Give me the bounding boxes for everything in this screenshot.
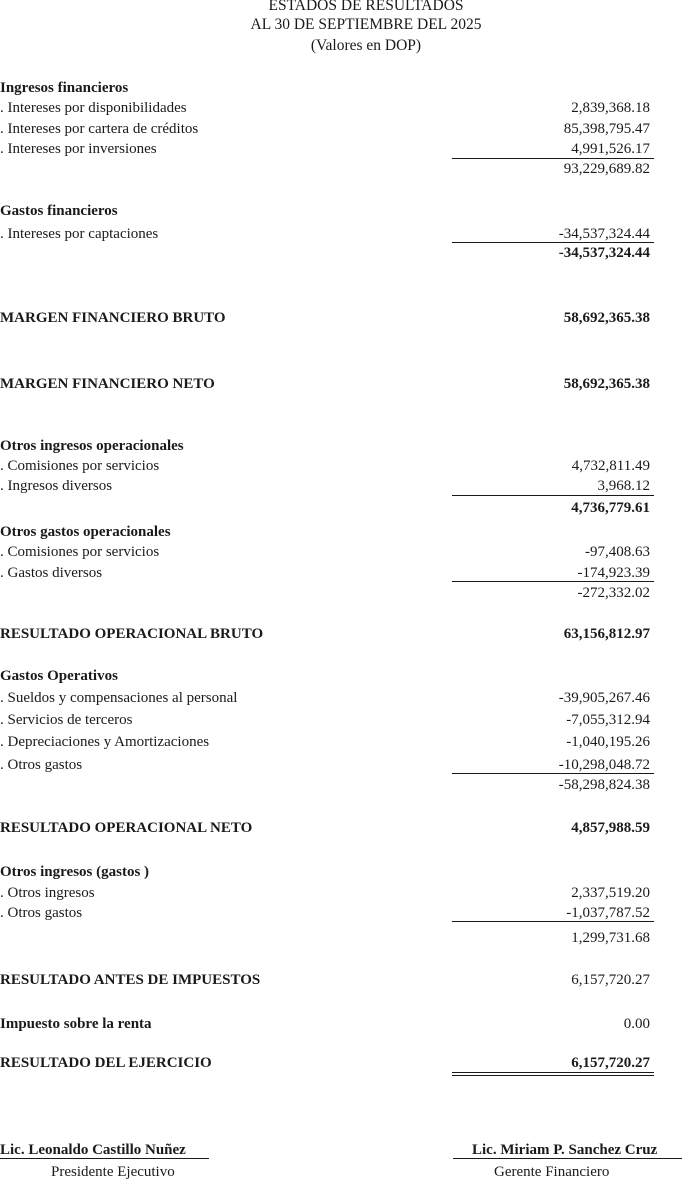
section-heading-otros-ingresos-operacionales: Otros ingresos operacionales (0, 438, 184, 454)
total-double-rule-bottom (452, 1075, 654, 1076)
subtotal-rule (452, 773, 654, 774)
section-heading-otros-gastos-operacionales: Otros gastos operacionales (0, 524, 171, 540)
subtotal-rule (452, 495, 654, 496)
line-item-value: -34,537,324.44 (558, 226, 650, 242)
signature-left-name: Lic. Leonaldo Castillo Nuñez (0, 1142, 186, 1158)
section-heading-gastos-financieros: Gastos financieros (0, 203, 118, 219)
margen-financiero-neto-label: MARGEN FINANCIERO NETO (0, 376, 215, 392)
line-item-label: . Otros gastos (0, 905, 83, 921)
impuesto-renta-label: Impuesto sobre la renta (0, 1016, 152, 1032)
line-item-value: 4,991,526.17 (571, 141, 650, 157)
line-item-label: . Intereses por disponibilidades (0, 100, 187, 116)
subtotal-rule (452, 921, 654, 922)
subtotal-rule (452, 242, 654, 243)
subtotal-rule (452, 581, 654, 582)
line-item-label: . Intereses por inversiones (0, 141, 157, 157)
line-item-value: -1,037,787.52 (566, 905, 650, 921)
resultado-antes-impuestos-value: 6,157,720.27 (571, 972, 650, 988)
line-item-label: . Otros gastos (0, 757, 83, 773)
statement-date: AL 30 DE SEPTIEMBRE DEL 2025 (250, 16, 482, 33)
line-item-label: . Ingresos diversos (0, 478, 113, 494)
line-item-label: . Depreciaciones y Amortizaciones (0, 734, 210, 750)
subtotal-rule (452, 158, 654, 159)
line-item-value: -174,923.39 (577, 565, 650, 581)
section-heading-gastos-operativos: Gastos Operativos (0, 668, 118, 684)
line-item-label: . Intereses por cartera de créditos (0, 121, 199, 137)
signature-right-title: Gerente Financiero (494, 1164, 610, 1180)
subtotal-otros-ingresos-operacionales: 4,736,779.61 (571, 500, 650, 516)
signature-right-name: Lic. Miriam P. Sanchez Cruz (472, 1142, 658, 1158)
margen-financiero-bruto-label: MARGEN FINANCIERO BRUTO (0, 310, 226, 326)
margen-financiero-neto-value: 58,692,365.38 (563, 376, 650, 392)
line-item-label: . Otros ingresos (0, 885, 95, 901)
resultado-operacional-bruto-value: 63,156,812.97 (563, 626, 650, 642)
statement-title: ESTADOS DE RESULTADOS (268, 0, 464, 14)
line-item-value: -1,040,195.26 (566, 734, 650, 750)
resultado-operacional-neto-value: 4,857,988.59 (571, 820, 650, 836)
subtotal-otros-gastos-operacionales: -272,332.02 (577, 585, 650, 601)
subtotal-gastos-operativos: -58,298,824.38 (558, 777, 650, 793)
line-item-value: 2,839,368.18 (571, 100, 650, 116)
line-item-label: . Gastos diversos (0, 565, 103, 581)
line-item-value: 4,732,811.49 (571, 458, 650, 474)
signature-right-rule (453, 1158, 682, 1159)
resultado-operacional-bruto-label: RESULTADO OPERACIONAL BRUTO (0, 626, 264, 642)
line-item-label: . Servicios de terceros (0, 712, 133, 728)
signature-left-rule (0, 1158, 209, 1159)
resultado-ejercicio-value: 6,157,720.27 (571, 1055, 650, 1071)
line-item-value: 3,968.12 (597, 478, 650, 494)
line-item-label: . Intereses por captaciones (0, 226, 159, 242)
total-double-rule-top (452, 1072, 654, 1073)
line-item-value: 2,337,519.20 (571, 885, 650, 901)
statement-currency: (Valores en DOP) (310, 37, 422, 54)
section-heading-ingresos-financieros: Ingresos financieros (0, 80, 129, 96)
line-item-label: . Comisiones por servicios (0, 544, 160, 560)
section-heading-otros-ingresos-gastos: Otros ingresos (gastos ) (0, 864, 150, 880)
subtotal-ingresos-financieros: 93,229,689.82 (563, 161, 650, 177)
line-item-value: -39,905,267.46 (558, 690, 650, 706)
line-item-label: . Comisiones por servicios (0, 458, 160, 474)
line-item-value: -10,298,048.72 (558, 757, 650, 773)
margen-financiero-bruto-value: 58,692,365.38 (563, 310, 650, 326)
subtotal-otros-ingresos-gastos: 1,299,731.68 (571, 930, 650, 946)
signature-left-title: Presidente Ejecutivo (51, 1164, 175, 1180)
line-item-value: -97,408.63 (585, 544, 650, 560)
resultado-operacional-neto-label: RESULTADO OPERACIONAL NETO (0, 820, 253, 836)
subtotal-gastos-financieros: -34,537,324.44 (558, 245, 650, 261)
line-item-value: -7,055,312.94 (566, 712, 650, 728)
line-item-value: 85,398,795.47 (563, 121, 650, 137)
resultado-ejercicio-label: RESULTADO DEL EJERCICIO (0, 1055, 212, 1071)
line-item-label: . Sueldos y compensaciones al personal (0, 690, 238, 706)
impuesto-renta-value: 0.00 (623, 1016, 650, 1032)
resultado-antes-impuestos-label: RESULTADO ANTES DE IMPUESTOS (0, 972, 261, 988)
